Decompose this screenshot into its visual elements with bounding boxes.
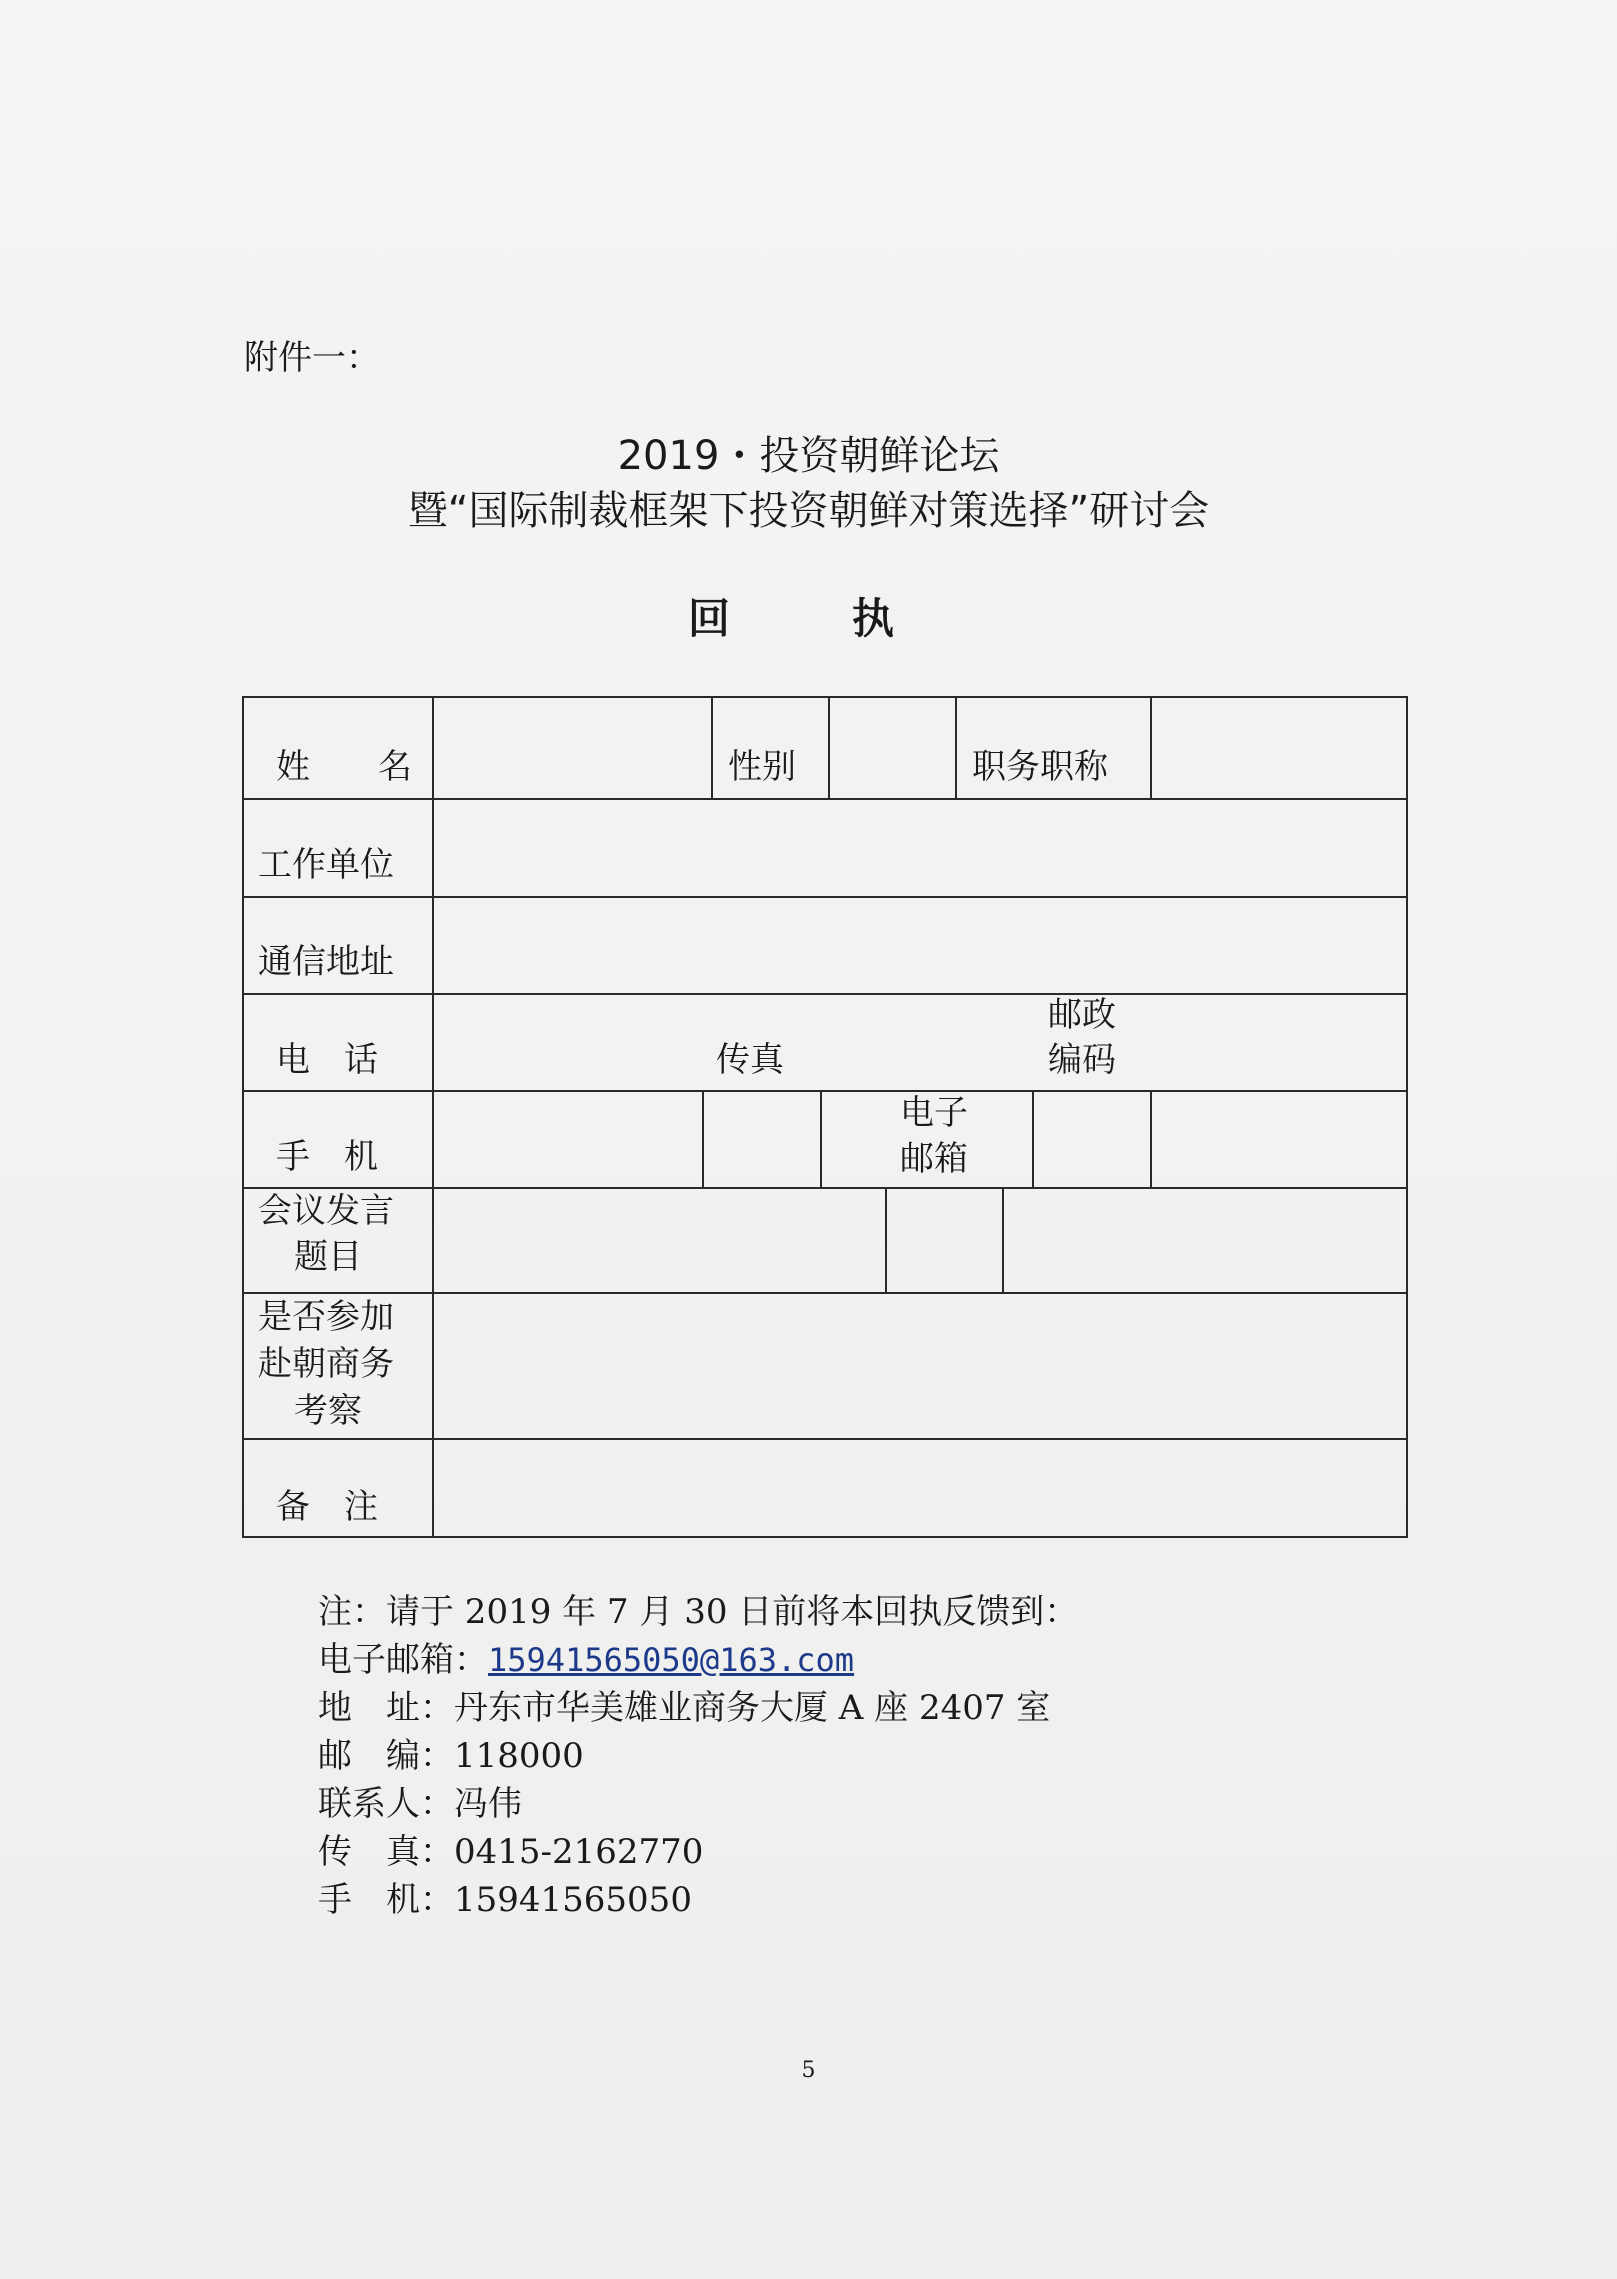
notes-contact: 联系人：冯伟 bbox=[318, 1784, 522, 1824]
fax-label: 传真 bbox=[716, 1040, 784, 1080]
mobile-label: 手 机 bbox=[276, 1137, 378, 1177]
notes-email-line bbox=[318, 1636, 1078, 1684]
name-field[interactable] bbox=[434, 698, 711, 798]
remarks-label: 备 注 bbox=[276, 1487, 378, 1527]
visit-label-line3: 考察 bbox=[294, 1391, 362, 1431]
phone-field[interactable] bbox=[434, 995, 702, 1090]
gender-field[interactable] bbox=[830, 698, 955, 798]
address-field[interactable] bbox=[434, 898, 1406, 993]
forum-title: 2019・投资朝鲜论坛 bbox=[617, 433, 1000, 479]
remarks-field[interactable] bbox=[434, 1440, 1406, 1536]
visit-label-line2: 赴朝商务 bbox=[258, 1344, 394, 1384]
email-label-line2: 邮箱 bbox=[900, 1139, 968, 1179]
receipt-title-char-2: 执 bbox=[852, 594, 895, 643]
notes-email-prefix: 电子邮箱： bbox=[318, 1640, 488, 1680]
form-border-left bbox=[242, 696, 244, 1538]
speech-topic-label-line1: 会议发言 bbox=[258, 1191, 394, 1231]
notes-mobile: 手 机：15941565050 bbox=[318, 1880, 692, 1920]
postcode-label-line2: 编码 bbox=[1048, 1040, 1116, 1080]
visit-field[interactable] bbox=[434, 1294, 1406, 1438]
form-border-bottom bbox=[242, 1536, 1408, 1538]
name-label: 姓 名 bbox=[276, 747, 412, 787]
receipt-title-char-1: 回 bbox=[688, 594, 731, 643]
email-label-line1: 电子 bbox=[900, 1093, 968, 1133]
postcode-field[interactable] bbox=[1152, 995, 1406, 1090]
position-label: 职务职称 bbox=[972, 747, 1108, 787]
notes-postcode: 邮 编：118000 bbox=[318, 1736, 584, 1776]
speech-topic-field[interactable] bbox=[434, 1189, 1406, 1292]
notes-block bbox=[318, 1588, 1078, 1924]
page-number: 5 bbox=[801, 2058, 816, 2083]
address-label: 通信地址 bbox=[258, 942, 394, 982]
col-divider bbox=[711, 696, 713, 798]
visit-label-line1: 是否参加 bbox=[258, 1297, 394, 1337]
mobile-field[interactable] bbox=[434, 1092, 885, 1187]
col-divider bbox=[1150, 1090, 1152, 1187]
seminar-title: 暨“国际制裁框架下投资朝鲜对策选择”研讨会 bbox=[407, 488, 1210, 534]
speech-topic-label-line2: 题目 bbox=[294, 1237, 362, 1277]
form-border-right bbox=[1406, 696, 1408, 1538]
phone-label: 电 话 bbox=[276, 1040, 378, 1080]
position-field[interactable] bbox=[1152, 698, 1406, 798]
notes-deadline: 注：请于 2019 年 7 月 30 日前将本回执反馈到： bbox=[318, 1592, 1079, 1632]
attachment-label: 附件一： bbox=[244, 338, 380, 378]
postcode-label-line1: 邮政 bbox=[1048, 995, 1116, 1035]
notes-fax: 传 真：0415-2162770 bbox=[318, 1832, 704, 1872]
email-link[interactable]: 15941565050@163.com bbox=[488, 1641, 855, 1679]
fax-field[interactable] bbox=[822, 995, 1032, 1090]
work-unit-field[interactable] bbox=[434, 800, 1406, 896]
notes-address: 地 址：丹东市华美雄业商务大厦 A 座 2407 室 bbox=[318, 1688, 1051, 1728]
col-divider bbox=[955, 696, 957, 798]
registration-form bbox=[242, 696, 1408, 1538]
work-unit-label: 工作单位 bbox=[258, 845, 394, 885]
col-divider bbox=[1032, 1090, 1034, 1187]
gender-label: 性别 bbox=[728, 747, 796, 787]
